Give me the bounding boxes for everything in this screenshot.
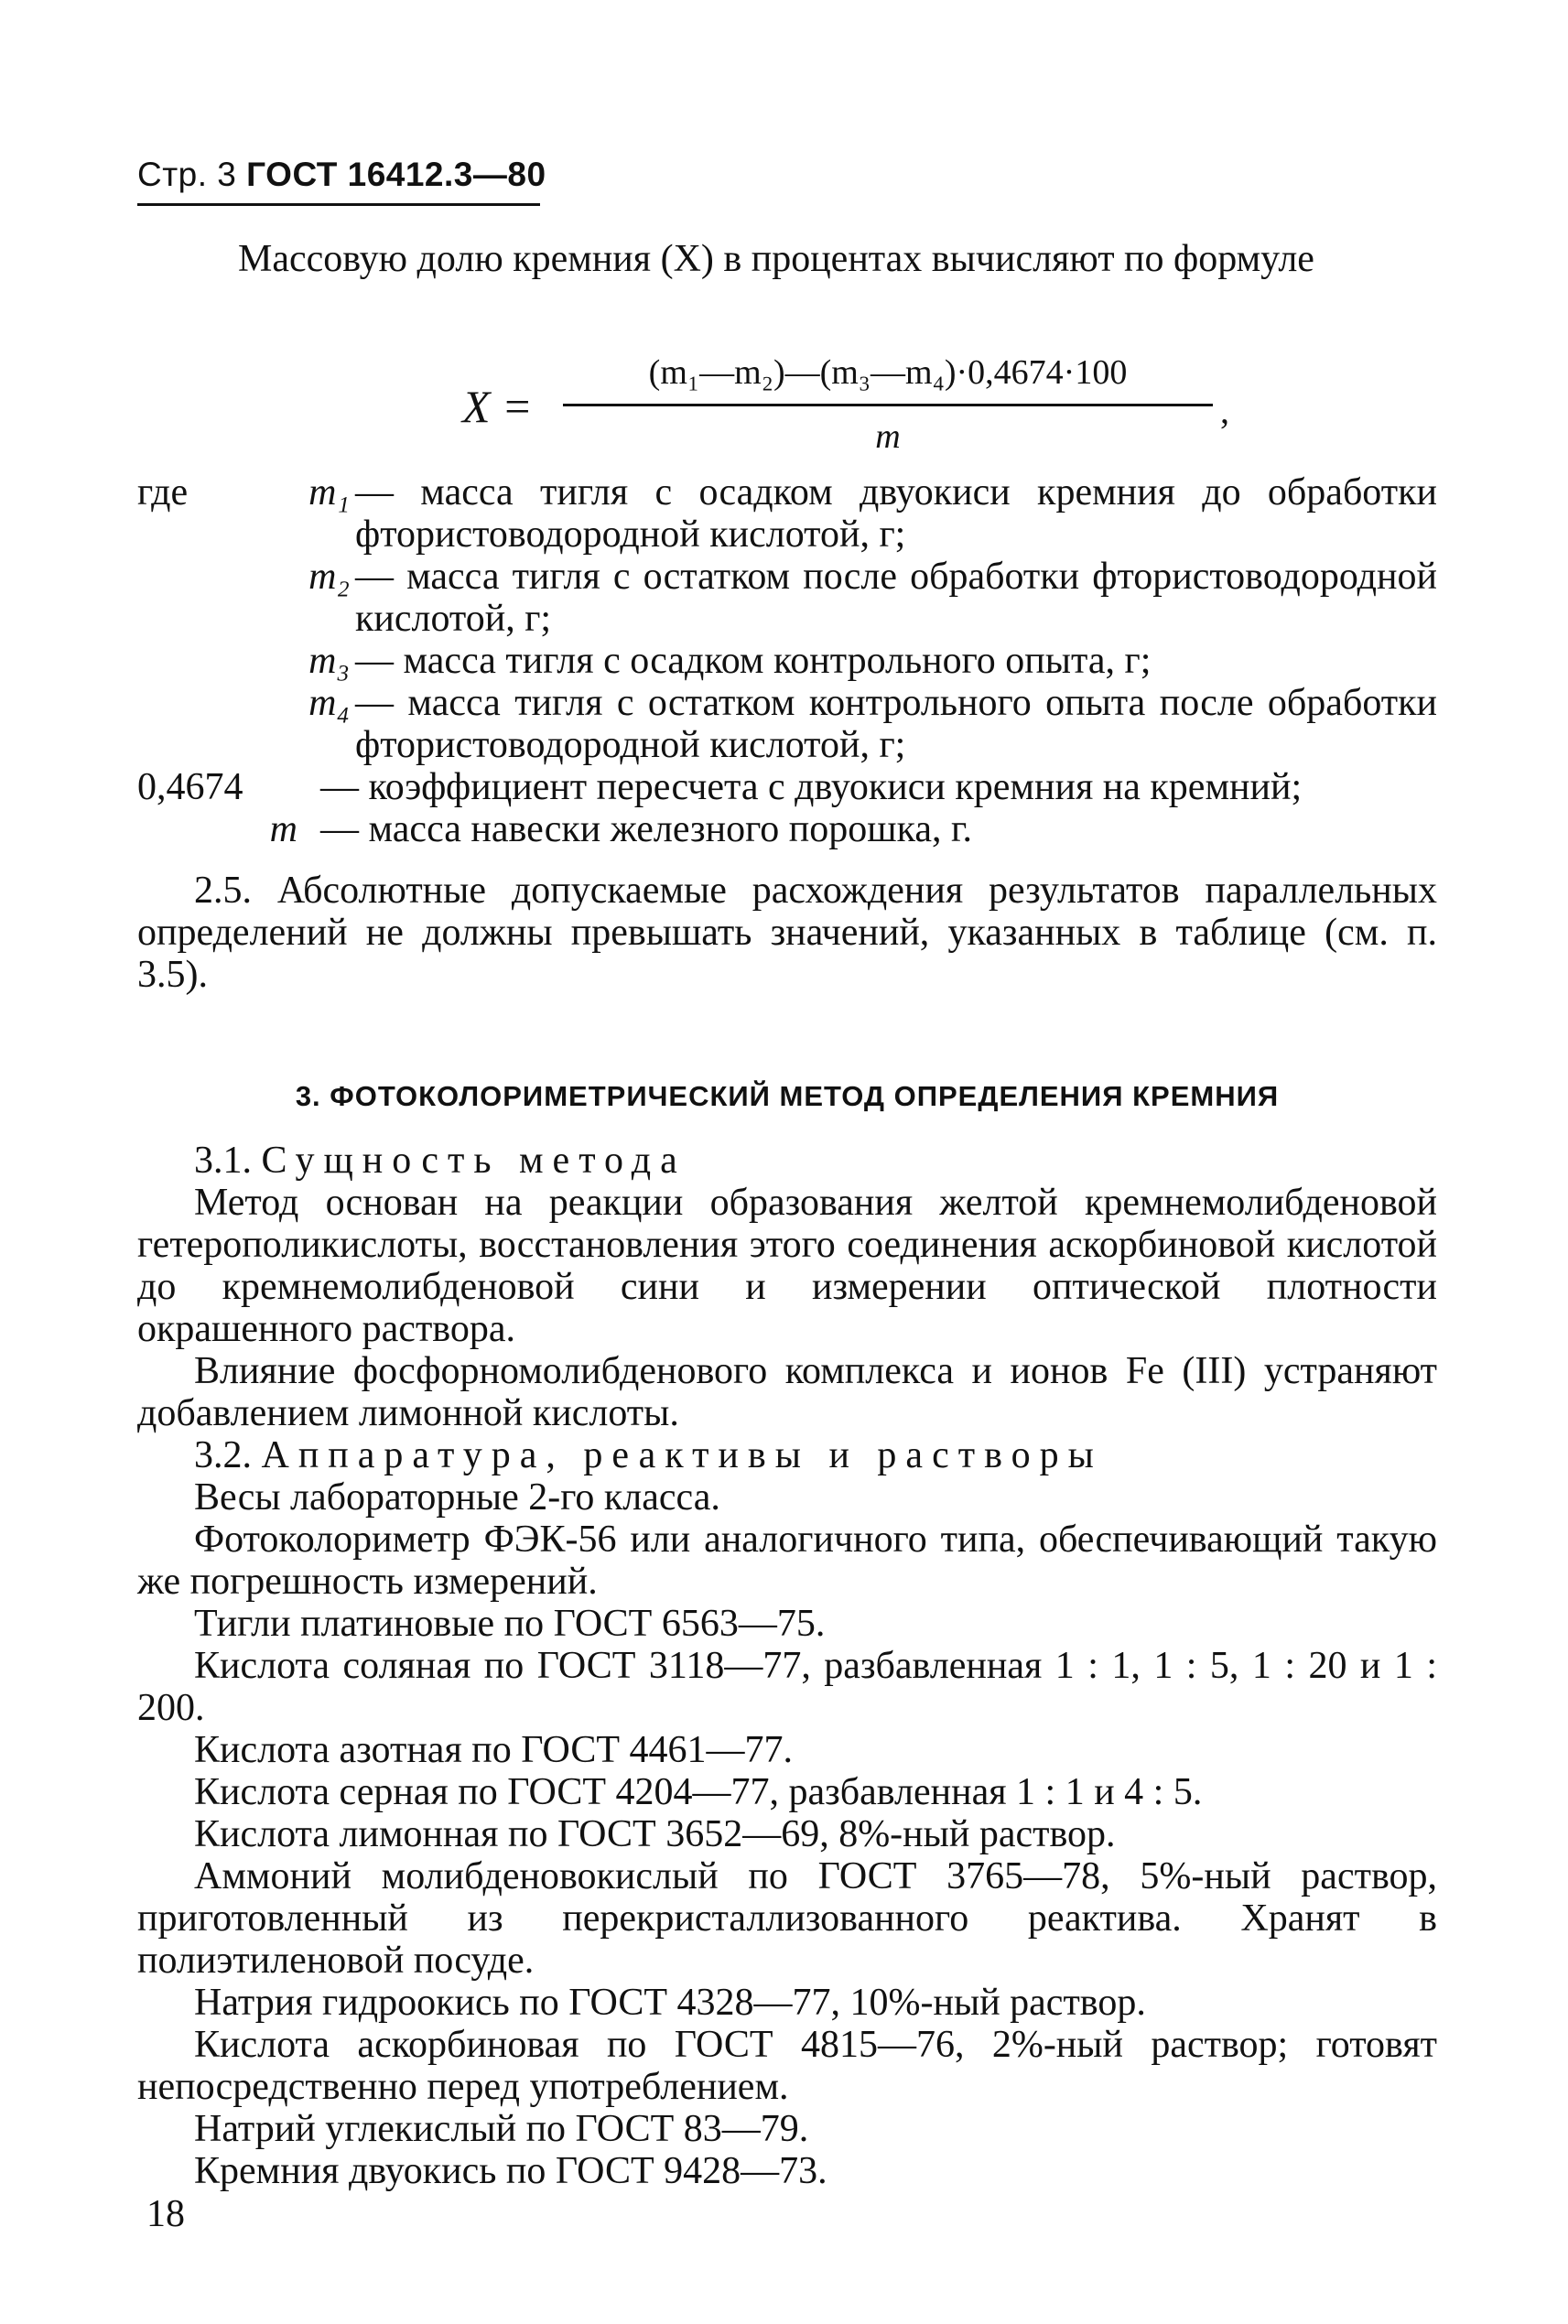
- reagent-item: Кремния двуокись по ГОСТ 9428—73.: [194, 2150, 827, 2192]
- definition-text: — масса тигля с осадком контрольного опыта, г;: [355, 640, 1152, 682]
- clause-title: Сущность метода: [261, 1140, 687, 1182]
- page-label: Стр. 3: [137, 156, 237, 193]
- document-page: [137, 137, 1437, 2243]
- definition-text: — масса навески железного порошка, г.: [320, 808, 972, 850]
- definition-text: — масса тигля с остатком после обработки фтористоводородной кислотой, г;: [355, 556, 1437, 640]
- definition-text: — масса тигля с осадком двуокиси кремния до обработки фтористоводородной кислотой, г;: [355, 471, 1437, 556]
- definition-symbol: m₁: [308, 471, 350, 513]
- reagent-item: Натрия гидроокись по ГОСТ 4328—77, 10%-ный раствор.: [194, 1982, 1146, 2024]
- definition-symbol: 0,4674: [137, 766, 243, 808]
- formula-denominator: m: [875, 417, 901, 456]
- definition-symbol: m₃: [308, 640, 350, 682]
- method-principle: Метод основан на реакции образования желтой кремнемолибденовой гетерополикислоты, восстановления этого соединения аскорбиновой кислотой до кремнемолибденовой сини и измерении оптической плотности окрашенного раствора.: [137, 1182, 1437, 1350]
- reagent-item: Кислота серная по ГОСТ 4204—77, разбавленная 1 : 1 и 4 : 5.: [194, 1771, 1203, 1813]
- clause-title: Аппаратура, реактивы и растворы: [261, 1434, 1103, 1476]
- running-header: [137, 156, 546, 194]
- reagent-item: Кислота азотная по ГОСТ 4461—77.: [194, 1729, 793, 1771]
- reagent-item: Тигли платиновые по ГОСТ 6563—75.: [194, 1603, 826, 1645]
- reagent-item: Кислота лимонная по ГОСТ 3652—69, 8%-ный раствор.: [194, 1813, 1116, 1855]
- reagent-item: Натрий углекислый по ГОСТ 83—79.: [194, 2108, 809, 2150]
- definition-symbol: m₂: [308, 556, 350, 598]
- definition-symbol: m: [269, 808, 297, 850]
- reagent-item: Фотоколориметр ФЭК-56 или аналогичного типа, обеспечивающий такую же погрешность измерений.: [137, 1519, 1437, 1603]
- clause-2-5: 2.5. Абсолютные допускаемые расхождения результатов параллельных определений не должны превышать значений, указанных в таблице (см. п. 3.5).: [137, 870, 1437, 996]
- definition-symbol: m₄: [308, 682, 350, 724]
- clause-number: 3.1.: [194, 1140, 252, 1182]
- standard-number: ГОСТ 16412.3—80: [246, 156, 546, 193]
- clause-3-2-heading: [194, 1434, 1437, 1476]
- definitions-lead: где: [137, 471, 189, 513]
- definition-text: — масса тигля с остатком контрольного опыта после обработки фтористоводородной кислотой, г;: [355, 682, 1437, 766]
- reagent-item: Аммоний молибденовокислый по ГОСТ 3765—78, 5%-ный раствор, приготовленный из перекристаллизованного реактива. Хранят в полиэтиленовой посуде.: [137, 1855, 1437, 1982]
- reagent-item: Кислота соляная по ГОСТ 3118—77, разбавленная 1 : 1, 1 : 5, 1 : 20 и 1 : 200.: [137, 1645, 1437, 1729]
- header-rule: [137, 203, 540, 206]
- section-3-title: 3. ФОТОКОЛОРИМЕТРИЧЕСКИЙ МЕТОД ОПРЕДЕЛЕНИЯ КРЕМНИЯ: [295, 1080, 1280, 1112]
- formula-lhs: X =: [462, 381, 533, 432]
- definition-text: — коэффициент пересчета с двуокиси кремния на кремний;: [320, 766, 1303, 808]
- reagent-item: Весы лабораторные 2-го класса.: [194, 1476, 720, 1519]
- formula-numerator: (m₁—m₂)—(m₃—m₄)·0,4674·100: [648, 353, 1128, 392]
- interference-note: Влияние фосфорномолибденового комплекса и ионов Fe (III) устраняют добавлением лимонной кислоты.: [137, 1350, 1437, 1434]
- reagent-item: Кислота аскорбиновая по ГОСТ 4815—76, 2%-ный раствор; готовят непосредственно перед употреблением.: [137, 2024, 1437, 2108]
- clause-3-1-heading: [194, 1140, 1437, 1182]
- formula-comma: ,: [1220, 390, 1229, 431]
- fraction-bar: [563, 404, 1213, 406]
- silicon-formula: [462, 352, 1240, 462]
- page-number: 18: [146, 2193, 185, 2235]
- formula-intro: Массовую долю кремния (X) в процентах вычисляют по формуле: [238, 238, 1314, 280]
- clause-number: 3.2.: [194, 1434, 252, 1476]
